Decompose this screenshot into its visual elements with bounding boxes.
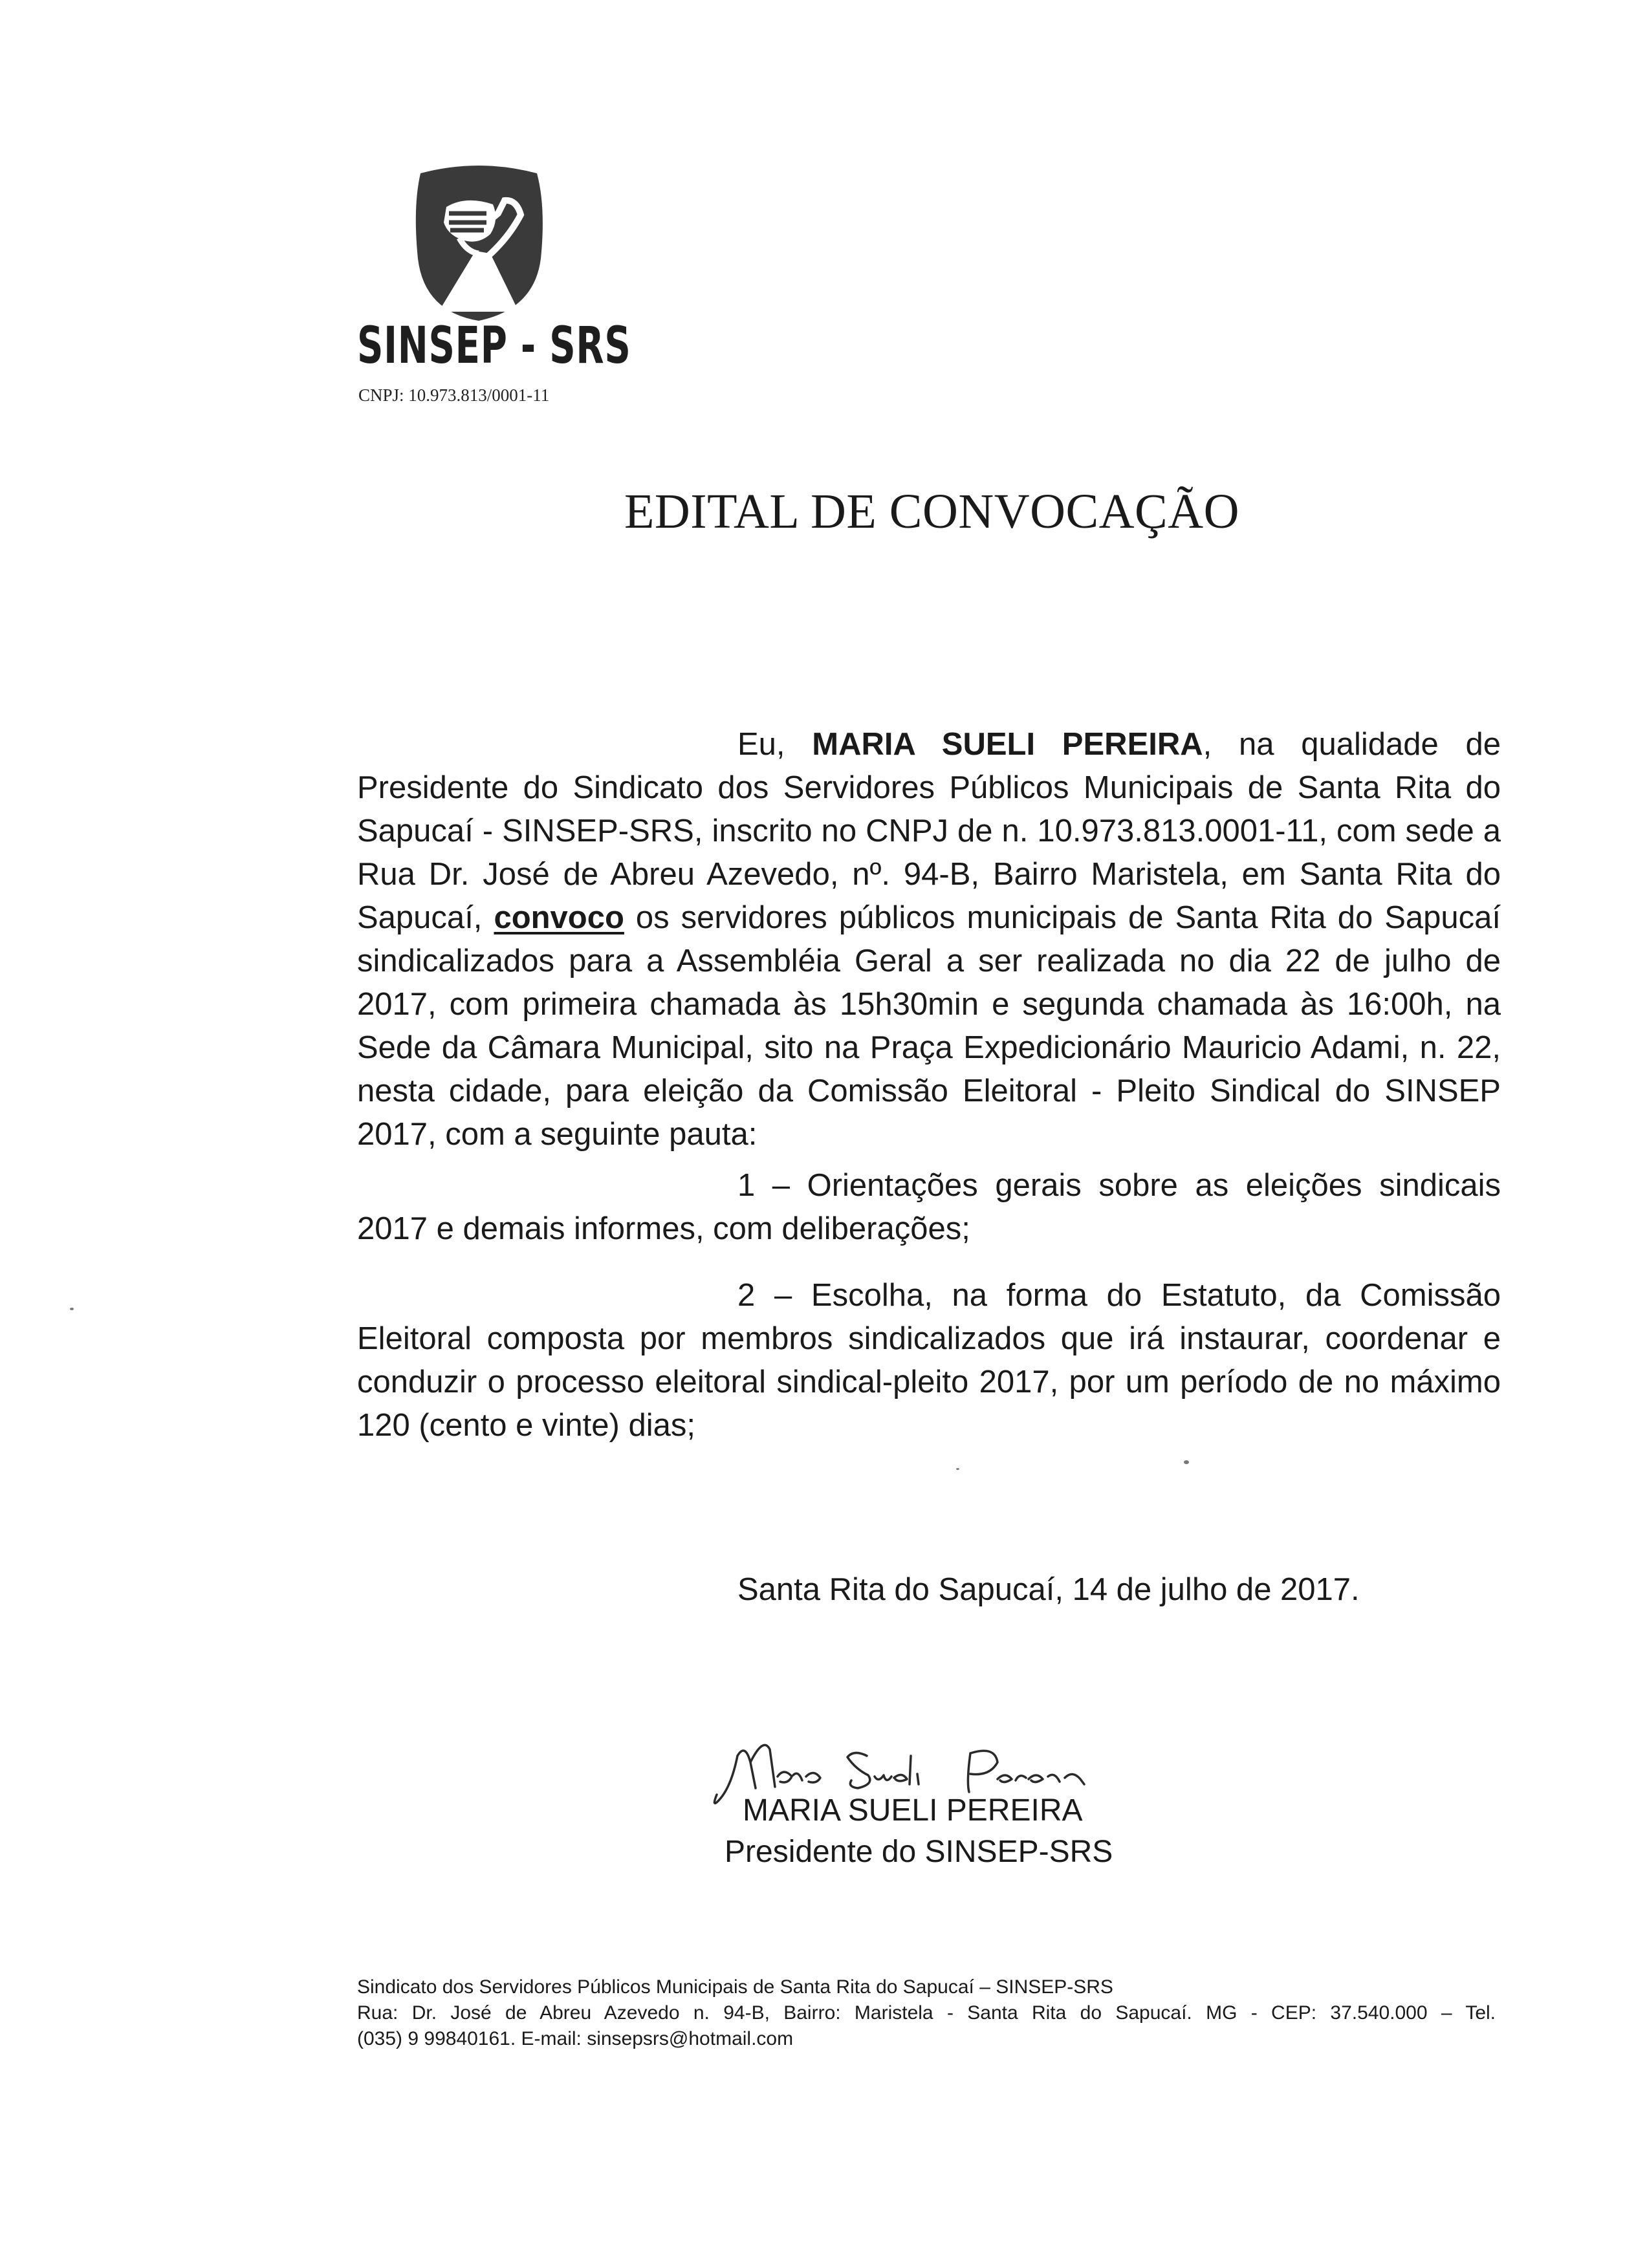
footer-address: Rua: Dr. José de Abreu Azevedo n. 94-B, Bairro: Maristela - Santa Rita do Sapucaí. MG - CEP: 37.540.000 – Tel. (357, 2002, 1496, 2024)
scan-speck (70, 1308, 74, 1310)
convoco-emphasis: convoco (494, 900, 624, 935)
agenda-item-2 (357, 1274, 1501, 1447)
document-title: EDITAL DE CONVOCAÇÃO (624, 484, 1240, 539)
scan-speck (1184, 1460, 1189, 1464)
intro-text-start: Eu, (737, 727, 812, 762)
footer-contact: (035) 9 99840161. E-mail: sinsepsrs@hotmail.com (357, 2028, 794, 2049)
sinsep-logo-emblem (408, 162, 550, 323)
scan-speck (956, 1468, 959, 1470)
agenda-item-2-text: 2 – Escolha, na forma do Estatuto, da Comissão Eleitoral composta por membros sindicalizados que irá instaurar, coordenar e conduzir o processo eleitoral sindical-pleito 2017, por um período de no máximo 120 (cento e vinte) dias; (357, 1278, 1501, 1443)
place-and-date: Santa Rita do Sapucaí, 14 de julho de 2017. (737, 1572, 1360, 1607)
intro-text-end: os servidores públicos municipais de Santa Rita do Sapucaí sindicalizados para a Assembléia Geral a ser realizada no dia 22 de julho de 2017, com primeira chamada às 15h30min e segunda chamada às 16:00h, na Sede da Câmara Municipal, sito na Praça Expedicionário Mauricio Adami, n. 22, nesta cidade, para eleição da Comissão Eleitoral - Pleito Sindical do SINSEP 2017, com a seguinte pauta: (357, 900, 1501, 1152)
signatory-name: MARIA SUELI PEREIRA (743, 1793, 1083, 1828)
agenda-item-1 (357, 1164, 1501, 1251)
agenda-item-1-text: 1 – Orientações gerais sobre as eleições sindicais 2017 e demais informes, com deliberações; (357, 1168, 1501, 1246)
president-name-bold: MARIA SUELI PEREIRA (812, 727, 1203, 762)
intro-text-middle: , na qualidade de Presidente do Sindicato dos Servidores Públicos Municipais de Santa Rita do Sapucaí - SINSEP-SRS, inscrito no CNPJ de n. 10.973.813.0001-11, com sede a Rua Dr. José de Abreu Azevedo, nº. 94-B, Bairro Maristela, em Santa Rita do Sapucaí, (357, 727, 1501, 935)
footer-organization: Sindicato dos Servidores Públicos Municipais de Santa Rita do Sapucaí – SINSEP-SRS (357, 1976, 1113, 1998)
convocation-paragraph (357, 723, 1501, 1156)
organization-name: SINSEP - SRS (357, 317, 631, 375)
organization-cnpj: CNPJ: 10.973.813/0001-11 (358, 385, 550, 405)
signatory-role: Presidente do SINSEP-SRS (725, 1835, 1113, 1869)
